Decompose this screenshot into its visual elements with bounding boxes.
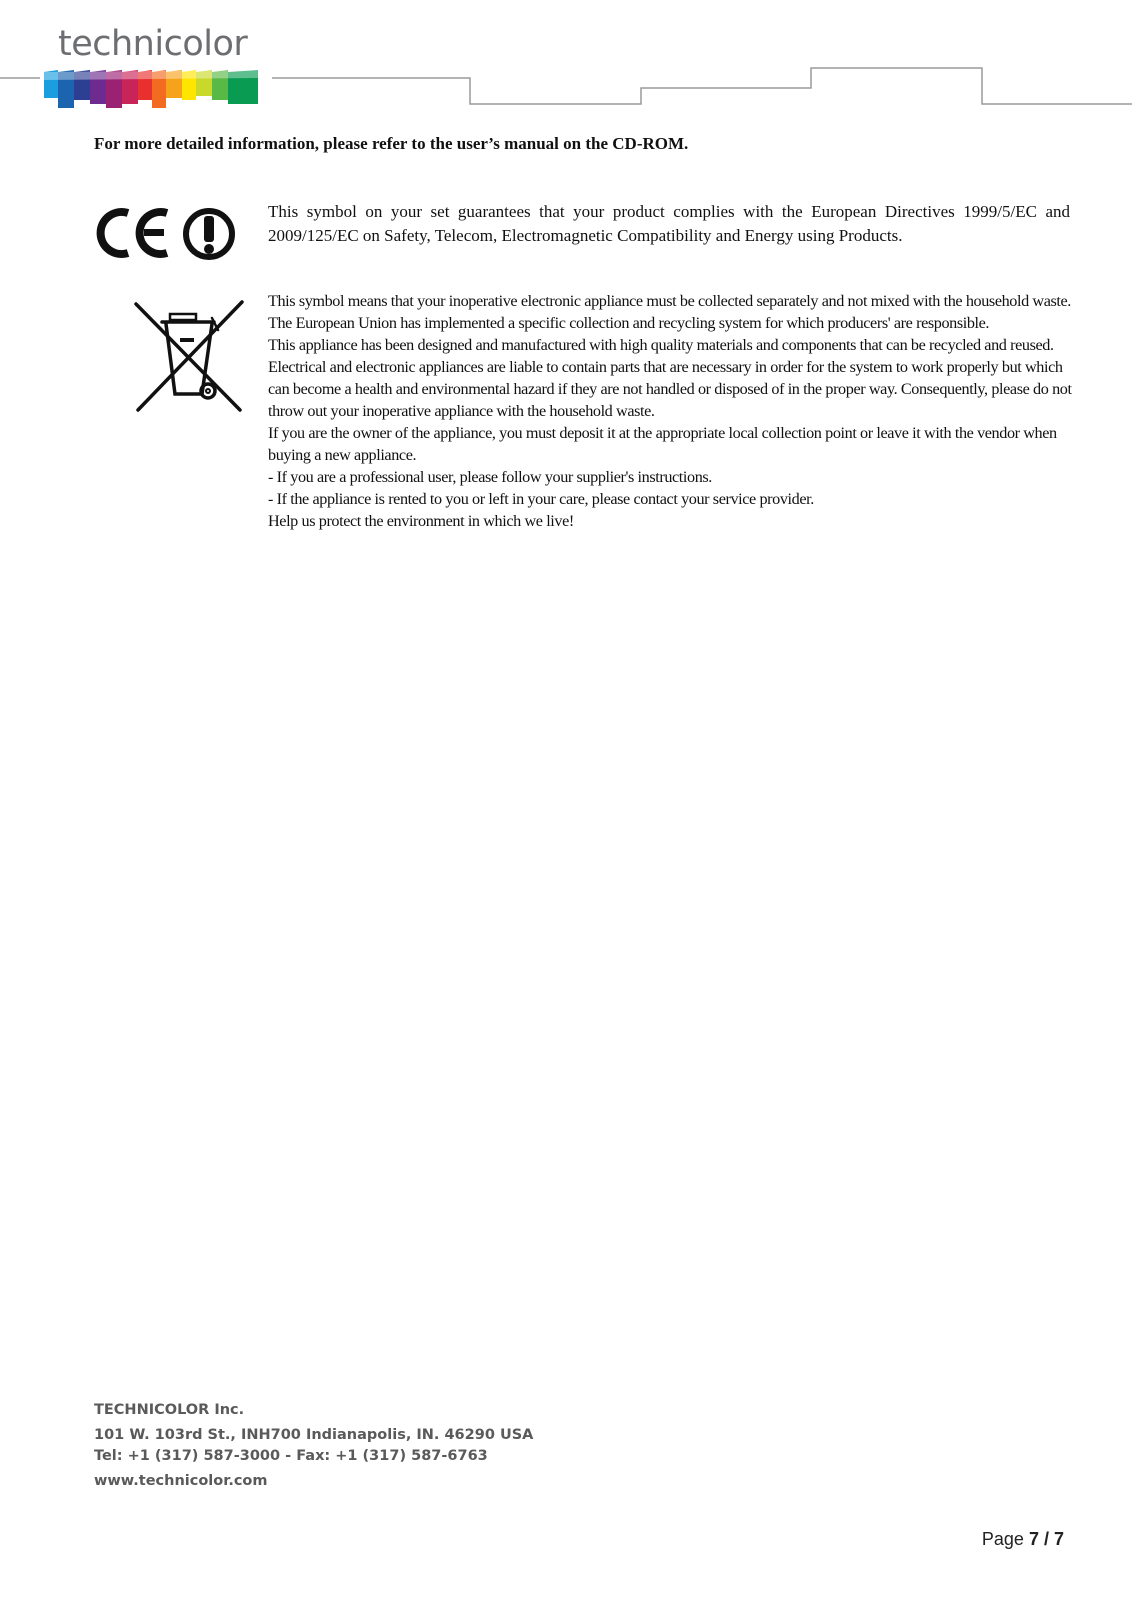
technicolor-color-bar-logo bbox=[44, 70, 258, 108]
weee-paragraph: - If you are a professional user, please follow your supplier's instructions. bbox=[268, 468, 712, 486]
page-current: 7 bbox=[1028, 1529, 1039, 1549]
weee-paragraph: - If the appliance is rented to you or left in your care, please contact your service provider. bbox=[268, 490, 814, 508]
page-number bbox=[982, 1529, 1064, 1550]
weee-paragraph: Help us protect the environment in which we live! bbox=[268, 512, 574, 530]
alert-class-icon bbox=[186, 211, 232, 257]
footer-website-link[interactable]: www.technicolor.com bbox=[94, 1473, 268, 1489]
company-footer bbox=[94, 1400, 533, 1492]
weee-paragraph: If you are the owner of the appliance, you must deposit it at the appropriate local collection point or leave it with the vendor when buying a new appliance. bbox=[268, 424, 1057, 464]
page-total: 7 bbox=[1053, 1529, 1064, 1549]
footer-company-name: TECHNICOLOR Inc. bbox=[94, 1402, 245, 1418]
crossed-out-bin-weee-icon bbox=[132, 300, 247, 415]
header-band bbox=[0, 60, 1132, 110]
weee-paragraph: This symbol means that your inoperative electronic appliance must be collected separately and not mixed with the household waste. The European Union has implemented a specific collection and recycling system for which producers' are responsible. bbox=[268, 292, 1071, 332]
page-label: Page bbox=[981, 1529, 1024, 1549]
ce-mark-icon bbox=[92, 200, 242, 270]
weee-disposal-text bbox=[268, 290, 1074, 532]
manual-reference-note: For more detailed information, please refer to the user’s manual on the CD-ROM. bbox=[94, 134, 689, 153]
footer-address: 101 W. 103rd St., INH700 Indianapolis, IN. 46290 USA bbox=[94, 1427, 534, 1443]
page-separator: / bbox=[1038, 1529, 1054, 1549]
footer-phone-fax: Tel: +1 (317) 587-3000 - Fax: +1 (317) 587-6763 bbox=[94, 1448, 488, 1464]
weee-paragraph: This appliance has been designed and manufactured with high quality materials and components that can be recycled and reused. Electrical and electronic appliances are liable to contain parts that are necessary in order for the system to work properly but which can become a health and environmental hazard if they are not handled or disposed of in the proper way. Consequently, please do not throw out your inoperative appliance with the household waste. bbox=[268, 336, 1072, 420]
technicolor-logo-text: technicolor bbox=[58, 24, 248, 64]
ce-compliance-text: This symbol on your set guarantees that your product complies with the European Directives 1999/5/EC and 2009/125/EC on Safety, Telecom, Electromagnetic Compatibility and Energy using Products. bbox=[268, 202, 1070, 245]
